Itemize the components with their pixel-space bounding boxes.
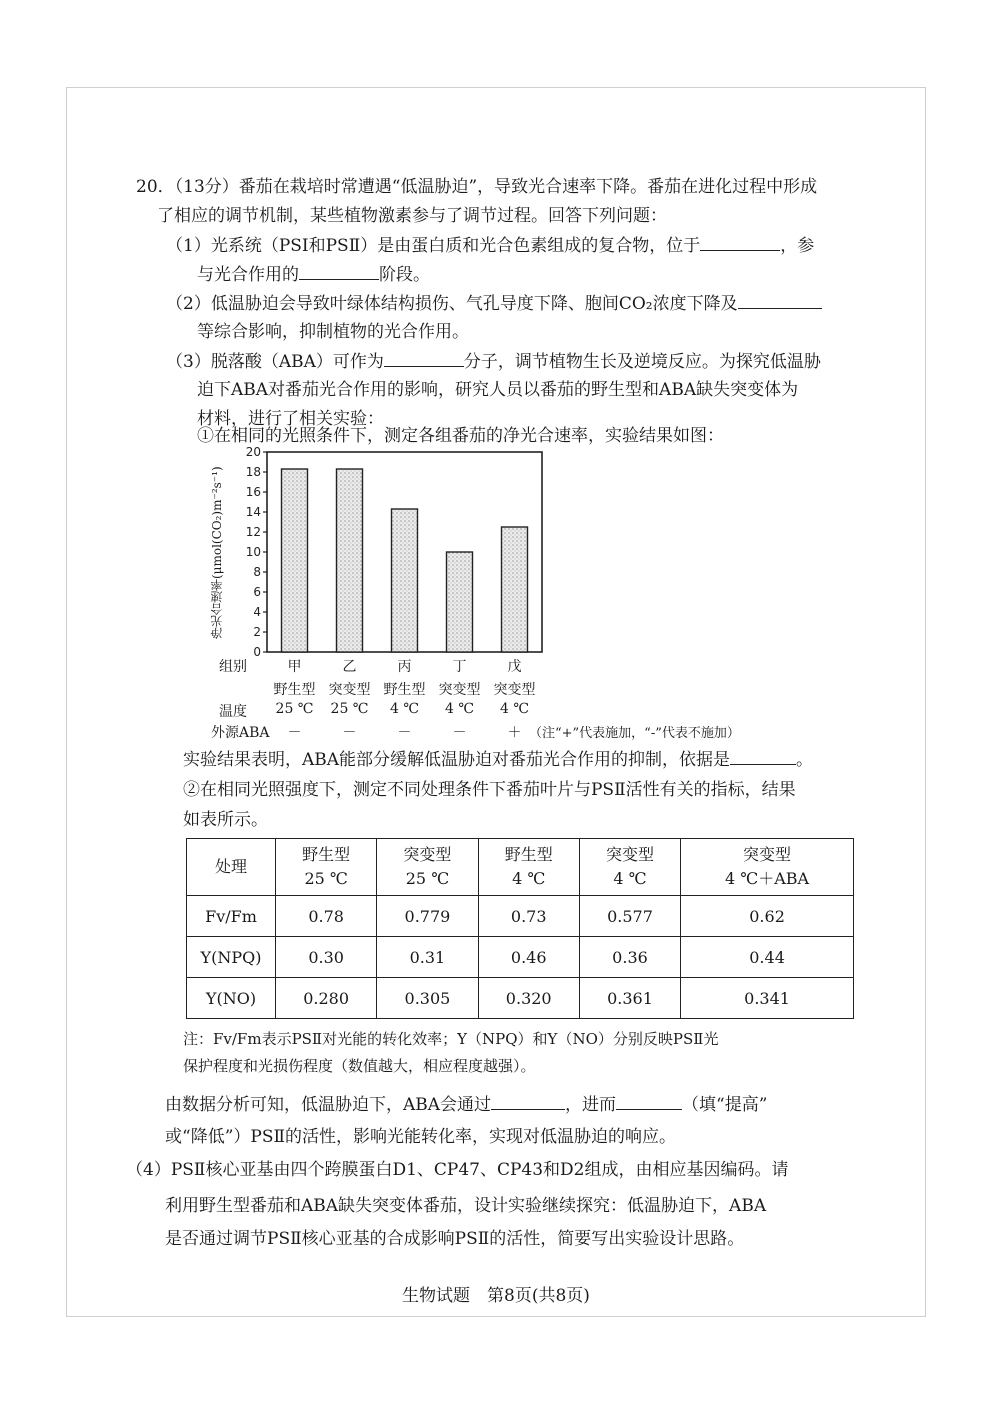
header-temp: 4 ℃ [613, 869, 647, 888]
x-category-label: 乙 [342, 659, 357, 675]
header-type: 突变型 [605, 845, 654, 864]
table-cell: 0.30 [276, 937, 377, 978]
table-cell: 0.78 [276, 896, 377, 937]
y-tick-label: 2 [253, 625, 261, 639]
table-header-cell [377, 839, 478, 896]
q3-text-a: （3）脱落酸（ABA）可作为 [166, 352, 384, 372]
bar [337, 469, 363, 652]
q4-line1: （4）PSⅡ核心亚基由四个跨膜蛋白D1、CP47、CP43和D2组成，由相应基因编码。请 [126, 1160, 789, 1180]
answer-blank[interactable] [616, 1093, 682, 1110]
analysis-line2: 或“降低”）PSⅡ的活性，影响光能转化率，实现对低温胁迫的响应。 [165, 1127, 677, 1147]
row-label-group: 组别 [219, 659, 247, 675]
analysis-line1 [165, 1093, 767, 1116]
x-aba-label: ＋ [507, 725, 522, 741]
table-cell: 0.320 [478, 978, 579, 1019]
data-table [186, 838, 854, 1019]
y-tick-label: 18 [245, 465, 261, 479]
y-tick-label: 16 [245, 485, 261, 499]
q1-text-b: ，参 [780, 236, 815, 256]
x-temp-label: 4 ℃ [499, 701, 530, 717]
y-tick-label: 10 [245, 545, 261, 559]
q3-line4: ①在相同的光照条件下，测定各组番茄的净光合速率，实验结果如图： [197, 426, 724, 446]
x-category-label: 丁 [452, 659, 467, 675]
x-aba-label: － [452, 725, 467, 741]
x-temp-label: 25 ℃ [330, 701, 369, 717]
q1-text-d: 阶段。 [379, 265, 430, 285]
result-text-b: 。 [796, 750, 814, 770]
y-tick-label: 6 [253, 585, 261, 599]
analysis-text-a: 由数据分析可知，低温胁迫下，ABA会通过 [165, 1095, 492, 1115]
chart-legend-note: （注“+”代表施加，“-”代表不施加） [529, 726, 740, 741]
q3-part2-line1: ②在相同光照强度下，测定不同处理条件下番茄叶片与PSⅡ活性有关的指标，结果 [183, 780, 796, 800]
table-row [187, 896, 854, 937]
table-cell: 0.31 [377, 937, 478, 978]
y-tick-label: 12 [245, 525, 261, 539]
answer-blank[interactable] [491, 1093, 565, 1110]
table-cell: 0.341 [681, 978, 854, 1019]
header-temp: 4 ℃ [512, 869, 546, 888]
q3-text-b: 分子，调节植物生长及逆境反应。为探究低温胁 [463, 352, 821, 372]
q4-line2: 利用野生型番茄和ABA缺失突变体番茄，设计实验继续探究：低温胁迫下，ABA [165, 1196, 767, 1216]
question-header-cont: 了相应的调节机制，某些植物激素参与了调节过程。回答下列问题： [157, 206, 667, 226]
bar [282, 469, 308, 652]
bar [502, 527, 528, 652]
row-label-aba: 外源ABA [211, 725, 270, 741]
header-temp: 25 ℃ [304, 869, 348, 888]
table-cell: 0.44 [681, 937, 854, 978]
y-tick-label: 20 [245, 445, 261, 459]
q3-line2: 迫下ABA对番茄光合作用的影响，研究人员以番茄的野生型和ABA缺失突变体为 [197, 380, 799, 400]
chart-ylabel: 净光合速率(μmol(CO₂)m⁻²s⁻¹) [210, 466, 224, 639]
table-row [187, 937, 854, 978]
y-tick-label: 8 [253, 565, 261, 579]
x-category-label: 甲 [287, 659, 302, 675]
table-cell: 0.280 [276, 978, 377, 1019]
x-aba-label: － [342, 725, 357, 741]
table-cell: 0.46 [478, 937, 579, 978]
header-temp: 25 ℃ [405, 869, 450, 888]
table-cell: 0.577 [579, 896, 680, 937]
q2-text-a: （2）低温胁迫会导致叶绿体结构损伤、气孔导度下降、胞间CO₂浓度下降及 [166, 294, 738, 314]
table-note-line1: 注：Fv/Fm表示PSⅡ对光能的转化效率；Y（NPQ）和Y（NO）分别反映PSⅡ光 [183, 1030, 719, 1048]
x-type-label: 突变型 [493, 682, 536, 698]
table-cell: 0.62 [681, 896, 854, 937]
q2-line2: 等综合影响，抑制植物的光合作用。 [197, 322, 469, 342]
answer-blank[interactable] [730, 748, 796, 765]
q3-line3: 材料，进行了相关实验： [197, 409, 384, 429]
table-row [187, 978, 854, 1019]
x-temp-label: 4 ℃ [444, 701, 475, 717]
table-header-cell [478, 839, 579, 896]
header-type: 突变型 [403, 845, 452, 864]
header-type: 野生型 [302, 845, 351, 864]
x-type-label: 野生型 [383, 682, 426, 698]
y-tick-label: 14 [245, 505, 261, 519]
x-temp-label: 4 ℃ [389, 701, 420, 717]
q1-text-c: 与光合作用的 [197, 265, 299, 285]
table-cell: 0.73 [478, 896, 579, 937]
table-cell: 0.361 [579, 978, 680, 1019]
x-temp-label: 25 ℃ [275, 701, 314, 717]
table-header-cell [276, 839, 377, 896]
y-tick-label: 0 [253, 645, 261, 659]
header-temp: 4 ℃＋ABA [725, 869, 810, 888]
bar [447, 552, 473, 652]
x-category-label: 丙 [397, 659, 412, 675]
x-aba-label: － [397, 725, 412, 741]
q1-text-a: （1）光系统（PSⅠ和PSⅡ）是由蛋白质和光合色素组成的复合物，位于 [166, 236, 701, 256]
x-type-label: 突变型 [438, 682, 481, 698]
analysis-text-b: ，进而 [565, 1095, 617, 1115]
table-cell: 0.36 [579, 937, 680, 978]
table-header-row [187, 839, 854, 896]
table-cell: 0.305 [377, 978, 478, 1019]
table-note-line2: 保护程度和光损伤程度（数值越大，相应程度越强）。 [183, 1057, 536, 1075]
q4-line3: 是否通过调节PSⅡ核心亚基的合成影响PSⅡ的活性，简要写出实验设计思路。 [165, 1229, 745, 1249]
result-line [183, 748, 813, 771]
y-tick-label: 4 [253, 605, 261, 619]
q3-part2-line2: 如表所示。 [183, 810, 268, 830]
page-footer: 生物试题 第8页(共8页) [402, 1286, 590, 1306]
row-label: Y(NPQ) [187, 937, 276, 978]
row-label-temp: 温度 [219, 704, 247, 720]
x-type-label: 野生型 [273, 682, 316, 698]
x-aba-label: － [287, 725, 302, 741]
table-corner: 处理 [187, 839, 276, 896]
question-header: 20．（13分）番茄在栽培时常遭遇“低温胁迫”，导致光合速率下降。番茄在进化过程中形成 [136, 177, 818, 197]
x-type-label: 突变型 [328, 682, 371, 698]
x-category-label: 戊 [507, 659, 522, 675]
row-label: Y(NO) [187, 978, 276, 1019]
result-text-a: 实验结果表明，ABA能部分缓解低温胁迫对番茄光合作用的抑制，依据是 [183, 750, 731, 770]
bar [392, 509, 418, 652]
table-cell: 0.779 [377, 896, 478, 937]
header-type: 突变型 [743, 845, 792, 864]
header-type: 野生型 [504, 845, 553, 864]
table-header-cell [579, 839, 680, 896]
table-header-cell [681, 839, 854, 896]
analysis-text-c: （填“提高” [682, 1095, 768, 1115]
row-label: Fv/Fm [187, 896, 276, 937]
